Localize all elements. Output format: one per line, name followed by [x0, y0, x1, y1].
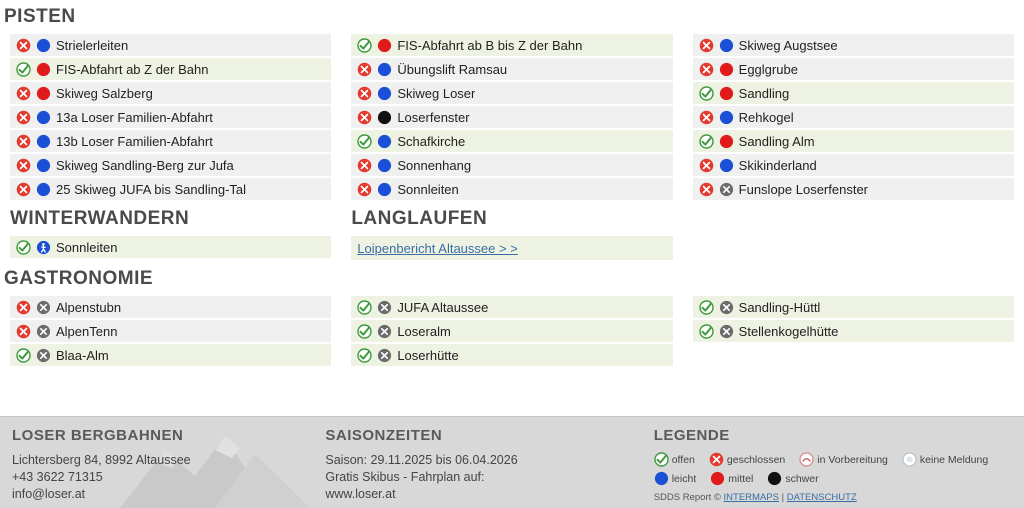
gastronomie-label: Sandling-Hüttl — [738, 299, 821, 315]
datenschutz-link[interactable]: DATENSCHUTZ — [786, 492, 857, 503]
piste-label: Skiweg Loser — [397, 85, 476, 101]
piste-label: FIS-Abfahrt ab B bis Z der Bahn — [397, 37, 583, 53]
pisten-columns — [0, 34, 1024, 202]
status-closed-icon — [699, 182, 714, 197]
piste-label: Funslope Loserfenster — [738, 181, 869, 197]
difficulty-blue-icon — [36, 38, 51, 53]
piste-label: FIS-Abfahrt ab Z der Bahn — [56, 61, 209, 77]
difficulty-red-icon — [36, 86, 51, 101]
piste-label: Übungslift Ramsau — [397, 61, 508, 77]
gastronomie-label: Loserhütte — [397, 347, 459, 363]
piste-row[interactable] — [693, 130, 1014, 152]
legend-items — [654, 452, 998, 486]
piste-row[interactable] — [10, 130, 331, 152]
difficulty-red-icon — [719, 86, 734, 101]
status-closed-icon — [16, 110, 31, 125]
status-closed-icon — [16, 182, 31, 197]
winter-langlauf-columns — [0, 236, 1024, 262]
piste-label: Sonnenhang — [397, 157, 472, 173]
gastronomie-label: Stellenkogelhütte — [738, 323, 839, 339]
difficulty-black-icon — [377, 110, 392, 125]
piste-row[interactable] — [10, 154, 331, 176]
gastronomie-label: JUFA Altaussee — [397, 299, 489, 315]
facility-icon — [377, 300, 392, 315]
difficulty-red-icon — [377, 38, 392, 53]
status-closed-icon — [16, 324, 31, 339]
legend-item-label: keine Meldung — [919, 453, 989, 466]
gastronomie-column-3 — [693, 296, 1014, 368]
page-root — [0, 6, 1024, 508]
facility-icon — [36, 348, 51, 363]
gastronomie-row[interactable] — [351, 344, 672, 366]
piste-row[interactable] — [351, 178, 672, 200]
footer-legend — [654, 425, 1012, 508]
legend-item-label: in Vorbereitung — [817, 453, 888, 466]
piste-row[interactable] — [10, 58, 331, 80]
status-open-icon — [357, 38, 372, 53]
difficulty-blue-icon — [719, 38, 734, 53]
piste-label: 13a Loser Familien-Abfahrt — [56, 109, 213, 125]
facility-icon — [36, 324, 51, 339]
piste-row[interactable] — [693, 178, 1014, 200]
pisten-column-2 — [351, 34, 672, 202]
difficulty-blue-icon — [719, 110, 734, 125]
status-open-icon — [699, 86, 714, 101]
facility-icon — [719, 324, 734, 339]
section-title-langlaufen: LANGLAUFEN — [351, 208, 488, 229]
difficulty-blue-icon — [377, 62, 392, 77]
status-open-icon — [357, 134, 372, 149]
legend-blue-icon — [654, 471, 669, 486]
gastronomie-label: AlpenTenn — [56, 323, 118, 339]
footer-company — [12, 425, 325, 508]
piste-row[interactable] — [693, 34, 1014, 56]
gastronomie-row[interactable] — [10, 320, 331, 342]
piste-row[interactable] — [351, 34, 672, 56]
difficulty-blue-icon — [377, 86, 392, 101]
legend-open-icon — [654, 452, 669, 467]
piste-label: Schafkirche — [397, 133, 466, 149]
gastronomie-label: Alpenstubn — [56, 299, 122, 315]
gastronomie-row[interactable] — [351, 320, 672, 342]
legend-note — [654, 492, 998, 503]
legend-item — [799, 452, 888, 467]
status-open-icon — [16, 240, 31, 255]
status-open-icon — [357, 324, 372, 339]
piste-row[interactable] — [351, 106, 672, 128]
footer-company-title: LOSER BERGBAHNEN — [12, 427, 184, 444]
legend-red-icon — [710, 471, 725, 486]
legend-item — [767, 471, 818, 486]
difficulty-red-icon — [719, 62, 734, 77]
footer-website[interactable]: www.loser.at — [325, 487, 396, 501]
piste-row[interactable] — [10, 106, 331, 128]
legend-note-sep: | — [778, 492, 787, 503]
gastronomie-row[interactable] — [693, 320, 1014, 342]
piste-label: Sonnleiten — [397, 181, 459, 197]
status-open-icon — [357, 300, 372, 315]
winterwanderweg-row[interactable] — [10, 236, 331, 258]
status-closed-icon — [357, 86, 372, 101]
difficulty-red-icon — [719, 134, 734, 149]
status-closed-icon — [357, 158, 372, 173]
legend-nomsg-icon — [902, 452, 917, 467]
status-closed-icon — [699, 110, 714, 125]
status-closed-icon — [357, 62, 372, 77]
piste-row[interactable] — [351, 130, 672, 152]
piste-row[interactable] — [351, 154, 672, 176]
footer-skibus: Gratis Skibus - Fahrplan auf: — [325, 470, 485, 484]
difficulty-blue-icon — [719, 158, 734, 173]
piste-row[interactable] — [351, 82, 672, 104]
facility-icon — [36, 300, 51, 315]
footer-season-title: SAISONZEITEN — [325, 427, 443, 444]
piste-row[interactable] — [693, 154, 1014, 176]
status-open-icon — [357, 348, 372, 363]
piste-row[interactable] — [10, 82, 331, 104]
legend-item — [654, 452, 695, 467]
footer-phone: +43 3622 71315 — [12, 470, 103, 484]
gastronomie-row[interactable] — [351, 296, 672, 318]
piste-row[interactable] — [10, 34, 331, 56]
piste-label: Loserfenster — [397, 109, 470, 125]
loipenbericht-link[interactable]: Loipenbericht Altaussee > > — [357, 240, 518, 256]
intermaps-link[interactable]: INTERMAPS — [723, 492, 779, 503]
hiker-icon — [36, 240, 51, 255]
piste-row[interactable] — [351, 58, 672, 80]
legend-item — [902, 452, 988, 467]
section-title-gastronomie: GASTRONOMIE — [4, 268, 154, 289]
difficulty-blue-icon — [377, 182, 392, 197]
legend-item-label: geschlossen — [726, 453, 786, 466]
status-open-icon — [699, 300, 714, 315]
gastronomie-label: Loseralm — [397, 323, 451, 339]
difficulty-blue-icon — [377, 134, 392, 149]
status-closed-icon — [699, 158, 714, 173]
difficulty-blue-icon — [36, 158, 51, 173]
footer-season — [325, 425, 653, 508]
gastronomie-row[interactable] — [10, 344, 331, 366]
section-title-winterwandern: WINTERWANDERN — [10, 208, 190, 229]
facility-icon — [719, 300, 734, 315]
difficulty-blue-icon — [36, 134, 51, 149]
footer-email[interactable]: info@loser.at — [12, 487, 86, 501]
footer-address: Lichtersberg 84, 8992 Altaussee — [12, 453, 191, 467]
status-closed-icon — [16, 38, 31, 53]
piste-label: Skikinderland — [738, 157, 817, 173]
piste-label: Sandling — [738, 85, 790, 101]
gastronomie-row[interactable] — [693, 296, 1014, 318]
footer-season-dates: Saison: 29.11.2025 bis 06.04.2026 — [325, 453, 518, 467]
status-closed-icon — [16, 158, 31, 173]
pisten-column-1 — [10, 34, 331, 202]
status-open-icon — [16, 62, 31, 77]
piste-label: 13b Loser Familien-Abfahrt — [56, 133, 213, 149]
piste-label: Skiweg Salzberg — [56, 85, 153, 101]
piste-row[interactable] — [693, 106, 1014, 128]
status-closed-icon — [699, 38, 714, 53]
legend-prep-icon — [799, 452, 814, 467]
legend-item-label: schwer — [785, 472, 819, 485]
piste-label: Strielerleiten — [56, 37, 129, 53]
difficulty-blue-icon — [377, 158, 392, 173]
status-open-icon — [699, 324, 714, 339]
legend-item-label: offen — [671, 453, 695, 466]
difficulty-red-icon — [36, 62, 51, 77]
piste-row[interactable] — [10, 178, 331, 200]
legend-item — [710, 471, 753, 486]
status-closed-icon — [357, 182, 372, 197]
piste-label: Rehkogel — [738, 109, 794, 125]
gastronomie-column-1 — [10, 296, 331, 368]
gastronomie-row[interactable] — [10, 296, 331, 318]
footer — [0, 416, 1024, 508]
difficulty-blue-icon — [36, 110, 51, 125]
langlaufen-column — [351, 236, 672, 262]
piste-label: Egglgrube — [738, 61, 798, 77]
facility-icon — [377, 324, 392, 339]
piste-row[interactable] — [693, 82, 1014, 104]
piste-label: Sandling Alm — [738, 133, 815, 149]
legend-item-label: mittel — [728, 472, 754, 485]
winterwanderweg-label: Sonnleiten — [56, 239, 118, 255]
status-closed-icon — [16, 86, 31, 101]
legend-black-icon — [767, 471, 782, 486]
legend-note-prefix: SDDS Report © — [653, 492, 724, 503]
status-open-icon — [16, 348, 31, 363]
pisten-column-3 — [693, 34, 1014, 202]
legend-closed-icon — [709, 452, 724, 467]
winterwandern-column-1 — [10, 236, 331, 262]
section-title-pisten: PISTEN — [4, 6, 76, 27]
status-closed-icon — [357, 110, 372, 125]
status-open-icon — [699, 134, 714, 149]
piste-label: Skiweg Sandling-Berg zur Jufa — [56, 157, 234, 173]
gastronomie-columns — [0, 296, 1024, 368]
legend-item — [709, 452, 785, 467]
piste-row[interactable] — [693, 58, 1014, 80]
piste-label: Skiweg Augstsee — [738, 37, 838, 53]
facility-icon — [719, 182, 734, 197]
legend-item-label: leicht — [671, 472, 697, 485]
legend-item — [654, 471, 697, 486]
status-closed-icon — [16, 300, 31, 315]
subsection-headers — [0, 202, 1024, 236]
gastronomie-label: Blaa-Alm — [56, 347, 109, 363]
gastronomie-column-2 — [351, 296, 672, 368]
status-closed-icon — [699, 62, 714, 77]
status-closed-icon — [16, 134, 31, 149]
piste-label: 25 Skiweg JUFA bis Sandling-Tal — [56, 181, 247, 197]
loipenbericht-row[interactable] — [351, 236, 672, 260]
facility-icon — [377, 348, 392, 363]
difficulty-blue-icon — [36, 182, 51, 197]
footer-legend-title: LEGENDE — [653, 427, 730, 444]
